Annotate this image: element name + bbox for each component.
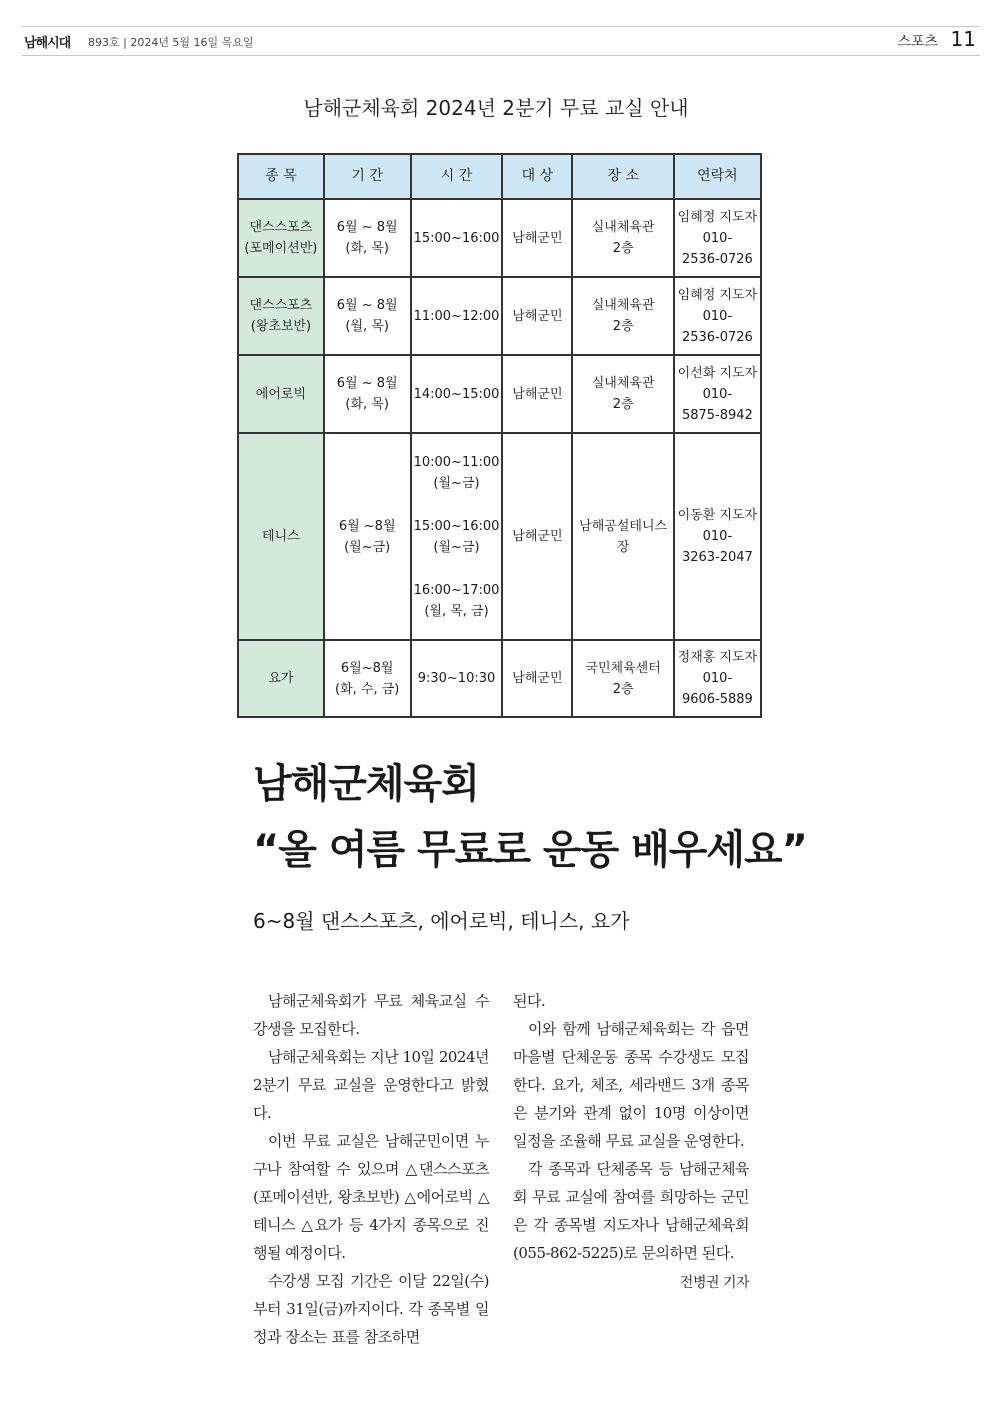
page-number: 11 xyxy=(950,27,976,51)
contact-cell: 이동환 지도자 010- 3263-2047 xyxy=(674,433,761,640)
target-cell: 남해군민 xyxy=(502,355,572,433)
period-cell: 6월 ~ 8월 (화, 목) xyxy=(324,199,411,277)
header-period: 기 간 xyxy=(324,154,411,199)
table-row xyxy=(238,199,761,277)
period-cell: 6월~8월 (화, 수, 금) xyxy=(324,640,411,717)
target-cell: 남해군민 xyxy=(502,199,572,277)
contact-cell: 임혜정 지도자 010- 2536-0726 xyxy=(674,277,761,355)
table-row xyxy=(238,640,761,717)
header-place: 장 소 xyxy=(572,154,673,199)
table-row xyxy=(238,277,761,355)
table-row xyxy=(238,355,761,433)
table-row xyxy=(238,433,761,640)
table-header-row xyxy=(238,154,761,199)
place-cell: 국민체육센터 2층 xyxy=(572,640,673,717)
period-cell: 6월 ~ 8월 (월, 목) xyxy=(324,277,411,355)
header-time: 시 간 xyxy=(411,154,503,199)
article-column-1 xyxy=(253,987,489,1351)
target-cell: 남해군민 xyxy=(502,277,572,355)
headline-line-2: “올 여름 무료로 운동 배우세요” xyxy=(253,827,807,873)
period-cell: 6월 ~ 8월 (화, 목) xyxy=(324,355,411,433)
page-header xyxy=(22,26,980,56)
table-title: 남해군체육회 2024년 2분기 무료 교실 안내 xyxy=(303,96,689,120)
target-cell: 남해군민 xyxy=(502,640,572,717)
sport-cell: 테니스 xyxy=(238,433,324,640)
byline: 전병권 기자 xyxy=(679,1275,749,1291)
time-cell: 9:30~10:30 xyxy=(411,640,503,717)
target-cell: 남해군민 xyxy=(502,433,572,640)
subheadline: 6~8월 댄스스포츠, 에어로빅, 테니스, 요가 xyxy=(253,909,630,933)
place-cell: 실내체육관 2층 xyxy=(572,277,673,355)
contact-cell: 이선화 지도자 010- 5875-8942 xyxy=(674,355,761,433)
time-cell: 11:00~12:00 xyxy=(411,277,503,355)
paragraph-continued: 된다. xyxy=(513,992,546,1010)
period-cell: 6월 ~8월 (월~금) xyxy=(324,433,411,640)
paragraph: 남해군체육회가 무료 체육교실 수강생을 모집한다. xyxy=(253,992,489,1038)
paragraph: 수강생 모집 기간은 이달 22일(수)부터 31일(금)까지이다. 각 종목별 일정과 장소는 표를 참조하면 xyxy=(253,1272,489,1346)
paragraph: 남해군체육회는 지난 10일 2024년 2분기 무료 교실을 운영한다고 밝혔다. xyxy=(253,1048,489,1122)
place-cell: 남해공설테니스장 xyxy=(572,433,673,640)
issue-info: 893호 | 2024년 5월 16일 목요일 xyxy=(88,36,254,49)
article-column-2 xyxy=(513,987,749,1297)
place-cell: 실내체육관 2층 xyxy=(572,199,673,277)
sport-cell: 에어로빅 xyxy=(238,355,324,433)
header-contact: 연락처 xyxy=(674,154,761,199)
header-sport: 종 목 xyxy=(238,154,324,199)
sport-cell: 댄스스포츠 (왕초보반) xyxy=(238,277,324,355)
contact-cell: 정재홍 지도자 010- 9606-5889 xyxy=(674,640,761,717)
time-cell: 14:00~15:00 xyxy=(411,355,503,433)
schedule-table xyxy=(237,153,762,718)
header-target: 대 상 xyxy=(502,154,572,199)
paragraph: 이와 함께 남해군체육회는 각 읍면 마을별 단체운동 종목 수강생도 모집한다. 요가, 체조, 세라밴드 3개 종목은 분기와 관계 없이 10명 이상이면 일정을 조율해 무료 교실을 운영한다. xyxy=(513,1020,749,1150)
section-name: 스포츠 xyxy=(897,34,938,50)
headline-line-1: 남해군체육회 xyxy=(253,761,479,807)
time-cell: 10:00~11:00 (월~금) 15:00~16:00 (월~금) 16:00~17:00 (월, 목, 금) xyxy=(411,433,503,640)
contact-cell: 임혜정 지도자 010- 2536-0726 xyxy=(674,199,761,277)
sport-cell: 요가 xyxy=(238,640,324,717)
place-cell: 실내체육관 2층 xyxy=(572,355,673,433)
paragraph: 각 종목과 단체종목 등 남해군체육회 무료 교실에 참여를 희망하는 군민은 각 종목별 지도자나 남해군체육회(055-862-5225)로 문의하면 된다. xyxy=(513,1160,749,1262)
newspaper-logo: 남해시대 xyxy=(24,36,71,51)
sport-cell: 댄스스포츠 (포메이션반) xyxy=(238,199,324,277)
time-cell: 15:00~16:00 xyxy=(411,199,503,277)
paragraph: 이번 무료 교실은 남해군민이면 누구나 참여할 수 있으며 △댄스스포츠(포메이션반, 왕초보반) △에어로빅 △테니스 △요가 등 4가지 종목으로 진행될 예정이다. xyxy=(253,1132,489,1262)
